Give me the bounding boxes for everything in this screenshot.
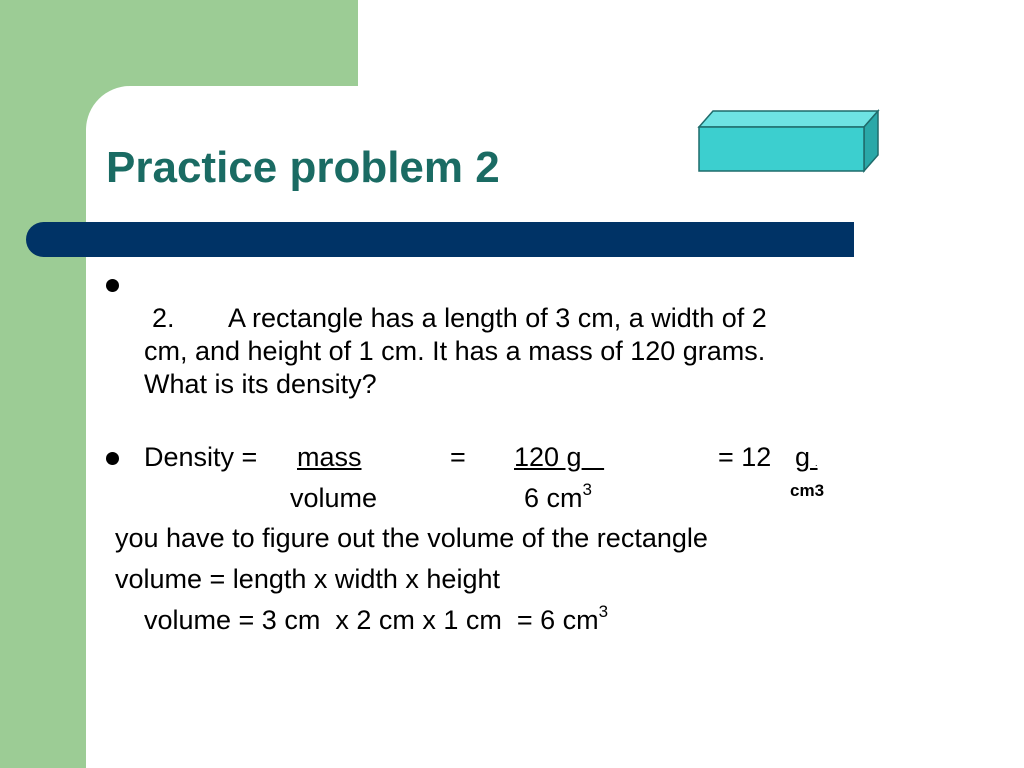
problem-number: 2. [152,303,175,333]
density-denominator: volume [290,483,378,513]
rectangular-box-icon [696,108,882,174]
slide-top-background [358,0,1024,100]
problem-line-2: cm, and height of 1 cm. It has a mass of 120 grams. [144,336,766,366]
density-numerator-value: 120 g [514,442,582,472]
density-label: Density = [144,442,258,472]
slide-title: Practice problem 2 [106,143,500,192]
problem-line-3: What is its density? [144,369,377,399]
density-equals: = [450,442,466,472]
box-front-face [699,127,864,171]
density-result-unit-top: g . [795,442,818,472]
note-line-1: you have to figure out the volume of the rectangle [115,523,708,553]
density-numerator: mass [297,442,362,472]
density-denominator-value: 6 $cm^3$ [524,480,592,513]
bullet-2 [106,452,119,465]
density-result: = 12 [718,442,779,472]
note-line-3: volume = 3 cm x 2 cm x 1 cm = 6 $cm^3$ [144,602,609,635]
box-top-face [699,111,878,127]
note-line-2: volume = length x width x height [115,564,500,594]
bullet-1 [106,279,119,292]
title-underline-bar [26,222,854,257]
density-result-unit-bottom: cm3 [790,481,825,500]
problem-line-1: A rectangle has a length of 3 cm, a width of 2 [228,303,767,333]
